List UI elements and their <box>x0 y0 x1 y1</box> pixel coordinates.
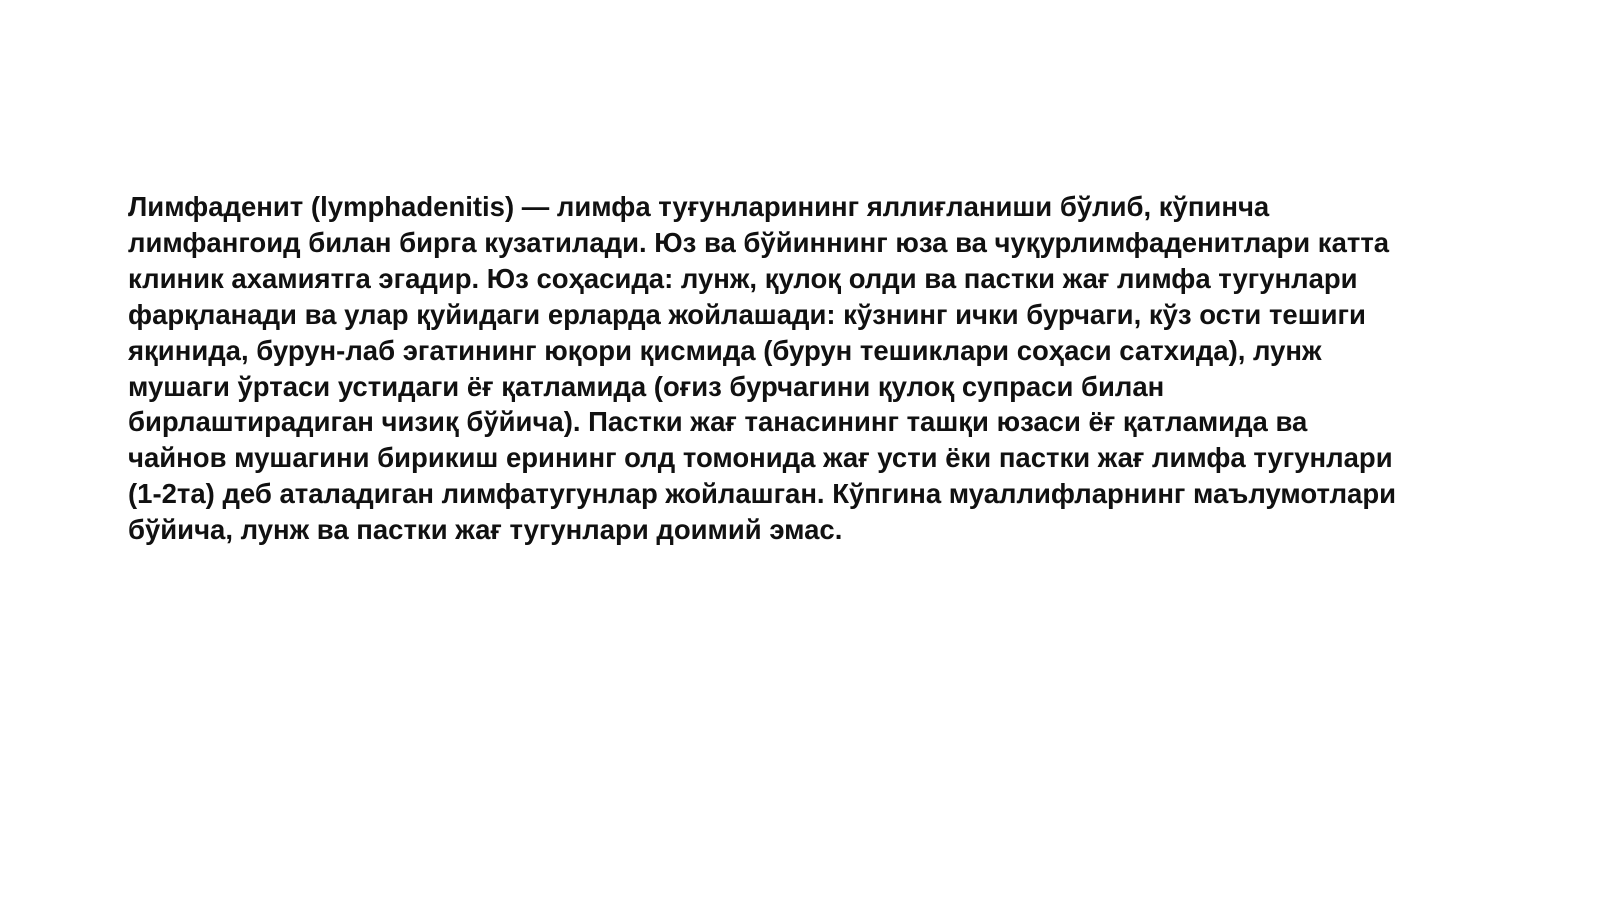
paragraph-line: чайнов мушагини бирикиш ерининг олд томонида жағ усти ёки пастки жағ лимфа тугунлари <box>128 442 1393 474</box>
paragraph-line: бўйича, лунж ва пастки жағ тугунлари доимий эмас. <box>128 514 843 546</box>
paragraph-line: (1-2та) деб аталадиган лимфатугунлар жойлашган. Кўпгина муаллифларнинг маълумотлари <box>128 478 1397 510</box>
paragraph-line: фарқланади ва улар қуйидаги ерларда жойлашади: кўзнинг ички бурчаги, кўз ости тешиги <box>128 298 1366 330</box>
paragraph-line: клиник ахамиятга эгадир. Юз соҳасида: лунж, қулоқ олди ва пастки жағ лимфа тугунлари <box>128 262 1358 294</box>
paragraph-line: мушаги ўртаси устидаги ёғ қатламида (оғиз бурчагини қулоқ супраси билан <box>128 370 1165 402</box>
paragraph-line: яқинида, бурун-лаб эгатининг юқори қисмида (бурун тешиклари соҳаси сатхида), лунж <box>128 334 1322 366</box>
paragraph-line: бирлаштирадиган чизиқ бўйича). Пастки жағ танасининг ташқи юзаси ёғ қатламида ва <box>128 406 1308 438</box>
paragraph-line: лимфангоид билан бирга кузатилади. Юз ва бўйиннинг юза ва чуқурлимфаденитлари катта <box>128 226 1390 258</box>
paragraph-line: Лимфаденит (lymphadenitis) — лимфа туғунларининг яллиғланиши бўлиб, кўпинча <box>128 191 1270 222</box>
paragraph-lymphadenitis <box>128 189 1528 548</box>
